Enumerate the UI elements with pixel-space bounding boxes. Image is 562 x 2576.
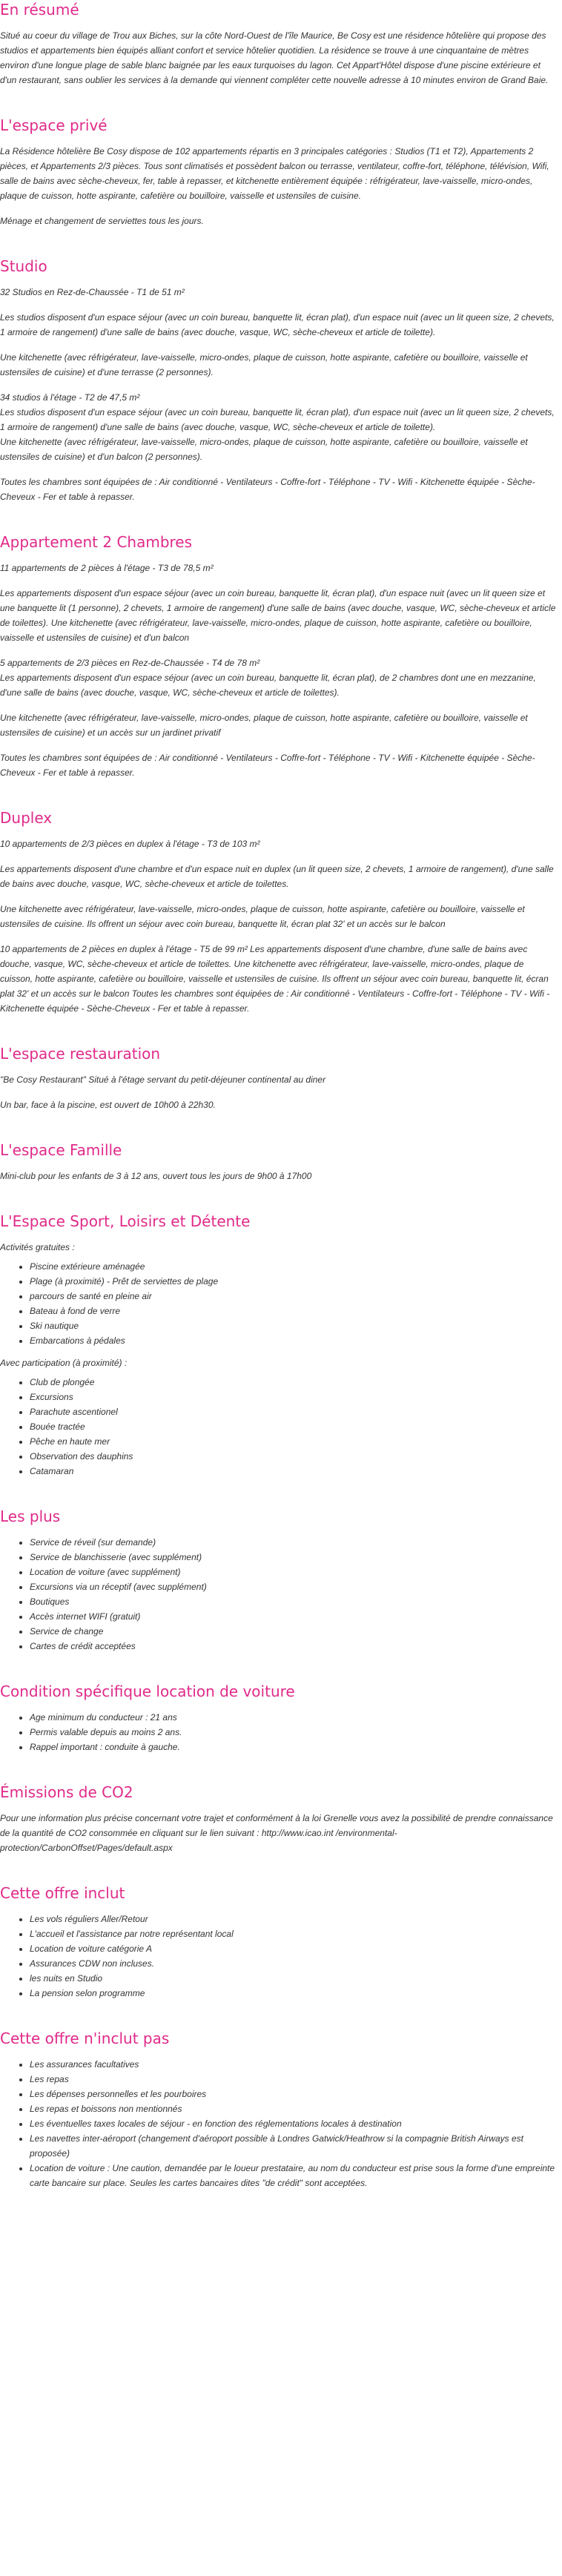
list-item: • Observation des dauphins xyxy=(30,1449,558,1464)
list-item: • Permis valable depuis au moins 2 ans. xyxy=(30,1725,558,1740)
list-item: • Cartes de crédit acceptées xyxy=(30,1639,558,1654)
section-famille xyxy=(0,1140,558,1183)
duplex-t3-kitchenette: Une kitchenette avec réfrigérateur, lave-vaisselle, micro-ondes, plaque de cuisson, hotte aspirante, cafetière ou bouilloire, vaisselle et ustensiles de cuisine. Ils offrent un séjour avec coin bureau, banquette lit, écran plat 32' et un accès sur le balcon xyxy=(0,904,525,929)
list-item: • Plage (à proximité) - Prêt de serviettes de plage xyxy=(30,1274,558,1289)
list-item: • Excursions xyxy=(30,1390,558,1404)
espace-prive-text: La Résidence hôtelière Be Cosy dispose de 102 appartements répartis en 3 principales catégories : Studios (T1 et T2), Appartements 2 pièces, et Appartements 2/3 pièces. Tous sont climatisés et possèdent balcon ou terrasse, ventilateur, coffre-fort, téléphone, télévision, Wifi, salle de bains avec sèche-cheveux, fer, table à repasser, et kitchenette entièrement équipée : réfrigérateur, lave-vaisselle, micro-ondes, plaque de cuisson, hotte aspirante, cafetière ou bouilloire, vaisselle et ustensiles de cuisine. xyxy=(0,146,549,201)
restauration-bar: Un bar, face à la piscine, est ouvert de 10h00 à 22h30. xyxy=(0,1100,216,1110)
appart2-t4-kitchenette: Une kitchenette (avec réfrigérateur, lave-vaisselle, micro-ondes, plaque de cuisson, hotte aspirante, cafetière ou bouilloire, vaisselle et ustensiles de cuisine) et un accès sur un jardinet privatif xyxy=(0,713,528,738)
list-item: • parcours de santé en pleine air xyxy=(30,1289,558,1304)
section-title-famille: L'espace Famille xyxy=(0,1141,122,1159)
inclut-list xyxy=(0,1912,558,2001)
list-item: • Embarcations à pédales xyxy=(30,1333,558,1348)
section-inclut xyxy=(0,1883,558,2001)
section-co2 xyxy=(0,1783,558,1855)
list-item: • Parachute ascentionel xyxy=(30,1404,558,1419)
list-item: • Pêche en haute mer xyxy=(30,1434,558,1449)
plus-list xyxy=(0,1535,558,1654)
duplex-t3-description: Les appartements disposent d'une chambre et d'un espace nuit en duplex (un lit queen size, 2 chevets, 1 armoire de rangement), d'une salle de bains avec douche, vasque, WC, sèche-cheveux et article de toilettes. xyxy=(0,864,554,889)
section-restauration xyxy=(0,1044,558,1112)
list-item: • Bateau à fond de verre xyxy=(30,1304,558,1318)
list-item: • Les vols réguliers Aller/Retour xyxy=(30,1912,558,1926)
list-item: • Les éventuelles taxes locales de séjour - en fonction des réglementations locales à destination xyxy=(30,2116,558,2131)
section-location xyxy=(0,1682,558,1754)
section-title-ninclut: Cette offre n'inclut pas xyxy=(0,2030,170,2047)
appart2-t4-heading: 5 appartements de 2/3 pièces en Rez-de-Chaussée - T4 de 78 m² xyxy=(0,658,260,668)
list-item: • Les repas xyxy=(30,2072,558,2087)
list-item: • Excursions via un réceptif (avec supplément) xyxy=(30,1579,558,1594)
duplex-t3-heading: 10 appartements de 2/3 pièces en duplex à l'étage - T3 de 103 m² xyxy=(0,839,260,849)
sport-free-list xyxy=(0,1259,558,1348)
list-item: • Boutiques xyxy=(30,1594,558,1609)
section-title-restauration: L'espace restauration xyxy=(0,1045,161,1063)
studio-equipment: Toutes les chambres sont équipées de : Air conditionné - Ventilateurs - Coffre-fort - Téléphone - TV - Wifi - Kitchenette équipée - Sèche-Cheveux - Fer et table à repasser. xyxy=(0,477,535,502)
list-item: • Location de voiture : Une caution, demandée par le loueur prestataire, au nom du conducteur est prise sous la forme d'une empreinte carte bancaire sur place. Seules les cartes bancaires dites "de crédit" sont acceptées. xyxy=(30,2161,558,2190)
list-item: • Piscine extérieure aménagée xyxy=(30,1259,558,1274)
list-item: • Ski nautique xyxy=(30,1318,558,1333)
list-item: • Les navettes inter-aéroport (changement d'aéroport possible à Londres Gatwick/Heathrow si la compagnie British Airways est proposée) xyxy=(30,2131,558,2161)
section-title-sport: L'Espace Sport, Loisirs et Détente xyxy=(0,1212,251,1230)
section-duplex xyxy=(0,808,558,1016)
resume-text: Situé au coeur du village de Trou aux Biches, sur la côte Nord-Ouest de l'île Maurice, Be Cosy est une résidence hôtelière qui propose des studios et appartements bien équipés alliant confort et service hôtelier quotidien. La résidence se trouve à une cinquantaine de mètres environ d'une longue plage de sable blanc baignée par les eaux turquoises du lagon. Cet Appart'Hôtel dispose d'une piscine extérieure et d'un restaurant, sans oublier les services à la demande qui viennent compléter cette nouvelle adresse à 10 minutes environ de Grand Baie. xyxy=(0,30,549,85)
list-item: • Service de blanchisserie (avec supplément) xyxy=(30,1550,558,1565)
list-item: • Catamaran xyxy=(30,1464,558,1479)
studio-t2-description: Les studios disposent d'un espace séjour (avec un coin bureau, banquette lit, écran plat), d'un espace nuit (avec un lit queen size, 2 chevets, 1 armoire de rangement) d'une salle de bains (avec douche, vasque, WC, sèche-cheveux et article de toilette). xyxy=(0,407,555,432)
section-studio xyxy=(0,257,558,504)
duplex-t5-description: 10 appartements de 2 pièces en duplex à l'étage - T5 de 99 m² Les appartements disposent d'une chambre, d'une salle de bains avec douche, vasque, WC, sèche-cheveux et article de toilettes. Une kitchenette avec réfrigérateur, lave-vaisselle, micro-ondes, plaque de cuisson, hotte aspirante, cafetière ou bouilloire, vaisselle et ustensiles de cuisine. Ils offrent un séjour avec coin bureau, banquette lit, écran plat 32' et un accès sur le balcon Toutes les chambres sont équipées de : Air conditionné - Ventilateurs - Coffre-fort - Téléphone - TV - Wifi - Kitchenette équipée - Sèche-Cheveux - Fer et table à repasser. xyxy=(0,944,550,1014)
list-item: • Les assurances facultatives xyxy=(30,2057,558,2072)
studio-t1-kitchenette: Une kitchenette (avec réfrigérateur, lave-vaisselle, micro-ondes, plaque de cuisson, hotte aspirante, cafetière ou bouilloire, vaisselle et ustensiles de cuisine) et d'une terrasse (2 personnes). xyxy=(0,352,528,377)
sport-paid-list xyxy=(0,1375,558,1479)
section-plus xyxy=(0,1507,558,1654)
list-item: • L'accueil et l'assistance par notre représentant local xyxy=(30,1926,558,1941)
list-item: • Assurances CDW non incluses. xyxy=(30,1956,558,1971)
section-title-espace-prive: L'espace privé xyxy=(0,116,108,134)
section-title-appartement-2: Appartement 2 Chambres xyxy=(0,533,193,551)
co2-text: Pour une information plus précise concernant votre trajet et conformément à la loi Grenelle vous avez la possibilité de prendre connaissance de la quantité de CO2 consommée en cliquant sur le lien suivant : http://www.icao.int /environmental-protection/CarbonOffset/Pages/default.aspx xyxy=(0,1813,553,1853)
list-item: • La pension selon programme xyxy=(30,1986,558,2001)
studio-t2-heading: 34 studios à l'étage - T2 de 47,5 m² xyxy=(0,392,140,403)
list-item: • Rappel important : conduite à gauche. xyxy=(30,1740,558,1754)
list-item: • Location de voiture (avec supplément) xyxy=(30,1565,558,1579)
studio-t1-heading: 32 Studios en Rez-de-Chaussée - T1 de 51 m² xyxy=(0,287,185,297)
section-title-inclut: Cette offre inclut xyxy=(0,1884,125,1902)
location-list xyxy=(0,1710,558,1754)
ninclut-list xyxy=(0,2057,558,2190)
appart2-equipment: Toutes les chambres sont équipées de : Air conditionné - Ventilateurs - Coffre-fort - Téléphone - TV - Wifi - Kitchenette équipée - Sèche-Cheveux - Fer et table à repasser. xyxy=(0,753,535,778)
sport-paid-label: Avec participation (à proximité) : xyxy=(0,1358,128,1368)
section-ninclut xyxy=(0,2029,558,2190)
section-resume xyxy=(0,0,558,87)
sport-free-label: Activités gratuites : xyxy=(0,1242,75,1252)
section-title-plus: Les plus xyxy=(0,1507,61,1525)
studio-t1-description: Les studios disposent d'un espace séjour (avec un coin bureau, banquette lit, écran plat), d'un espace nuit (avec un lit queen size, 2 chevets, 1 armoire de rangement) d'une salle de bains (avec douche, vasque, WC, sèche-cheveux et article de toilette). xyxy=(0,312,555,337)
espace-prive-menage: Ménage et changement de serviettes tous les jours. xyxy=(0,216,204,226)
section-sport xyxy=(0,1212,558,1479)
list-item: • Accès internet WIFI (gratuit) xyxy=(30,1609,558,1624)
studio-t2-kitchenette: Une kitchenette (avec réfrigérateur, lave-vaisselle, micro-ondes, plaque de cuisson, hotte aspirante, cafetière ou bouilloire, vaisselle et ustensiles de cuisine) et d'un balcon (2 personnes). xyxy=(0,437,528,462)
restauration-restaurant: "Be Cosy Restaurant" Situé à l'étage servant du petit-déjeuner continental au diner xyxy=(0,1074,326,1085)
list-item: • Les repas et boissons non mentionnés xyxy=(30,2101,558,2116)
famille-miniclub: Mini-club pour les enfants de 3 à 12 ans, ouvert tous les jours de 9h00 à 17h00 xyxy=(0,1171,312,1181)
section-title-co2: Émissions de CO2 xyxy=(0,1783,133,1801)
section-title-studio: Studio xyxy=(0,257,47,275)
list-item: • Bouée tractée xyxy=(30,1419,558,1434)
section-appartement-2 xyxy=(0,532,558,780)
appart2-t3-description: Les appartements disposent d'un espace séjour (avec un coin bureau, banquette lit, écran plat), d'un espace nuit (avec un lit queen size et une banquette lit (1 personne), 2 chevets, 1 armoire de rangement) d'une salle de bains (avec douche, vasque, WC, sèche-cheveux et article de toilettes). Une kitchenette (avec réfrigérateur, lave-vaisselle, micro-ondes, plaque de cuisson, hotte aspirante, cafetière ou bouilloire, vaisselle et ustensiles de cuisine) et d'un balcon xyxy=(0,588,556,643)
list-item: • Service de change xyxy=(30,1624,558,1639)
appart2-t3-heading: 11 appartements de 2 pièces à l'étage - T3 de 78,5 m² xyxy=(0,563,214,573)
list-item: • Service de réveil (sur demande) xyxy=(30,1535,558,1550)
list-item: • les nuits en Studio xyxy=(30,1971,558,1986)
list-item: • Location de voiture catégorie A xyxy=(30,1941,558,1956)
section-title-location: Condition spécifique location de voiture xyxy=(0,1682,295,1700)
list-item: • Les dépenses personnelles et les pourboires xyxy=(30,2087,558,2101)
list-item: • Age minimum du conducteur : 21 ans xyxy=(30,1710,558,1725)
appart2-t4-description: Les appartements disposent d'un espace séjour (avec un coin bureau, banquette lit, écran plat), de 2 chambres dont une en mezzanine, d'une salle de bains (avec douche, vasque, WC, sèche-cheveux et article de toilettes). xyxy=(0,673,536,698)
section-title-duplex: Duplex xyxy=(0,809,53,827)
list-item: • Club de plongée xyxy=(30,1375,558,1390)
section-espace-prive xyxy=(0,116,558,228)
section-title-resume: En résumé xyxy=(0,1,79,19)
